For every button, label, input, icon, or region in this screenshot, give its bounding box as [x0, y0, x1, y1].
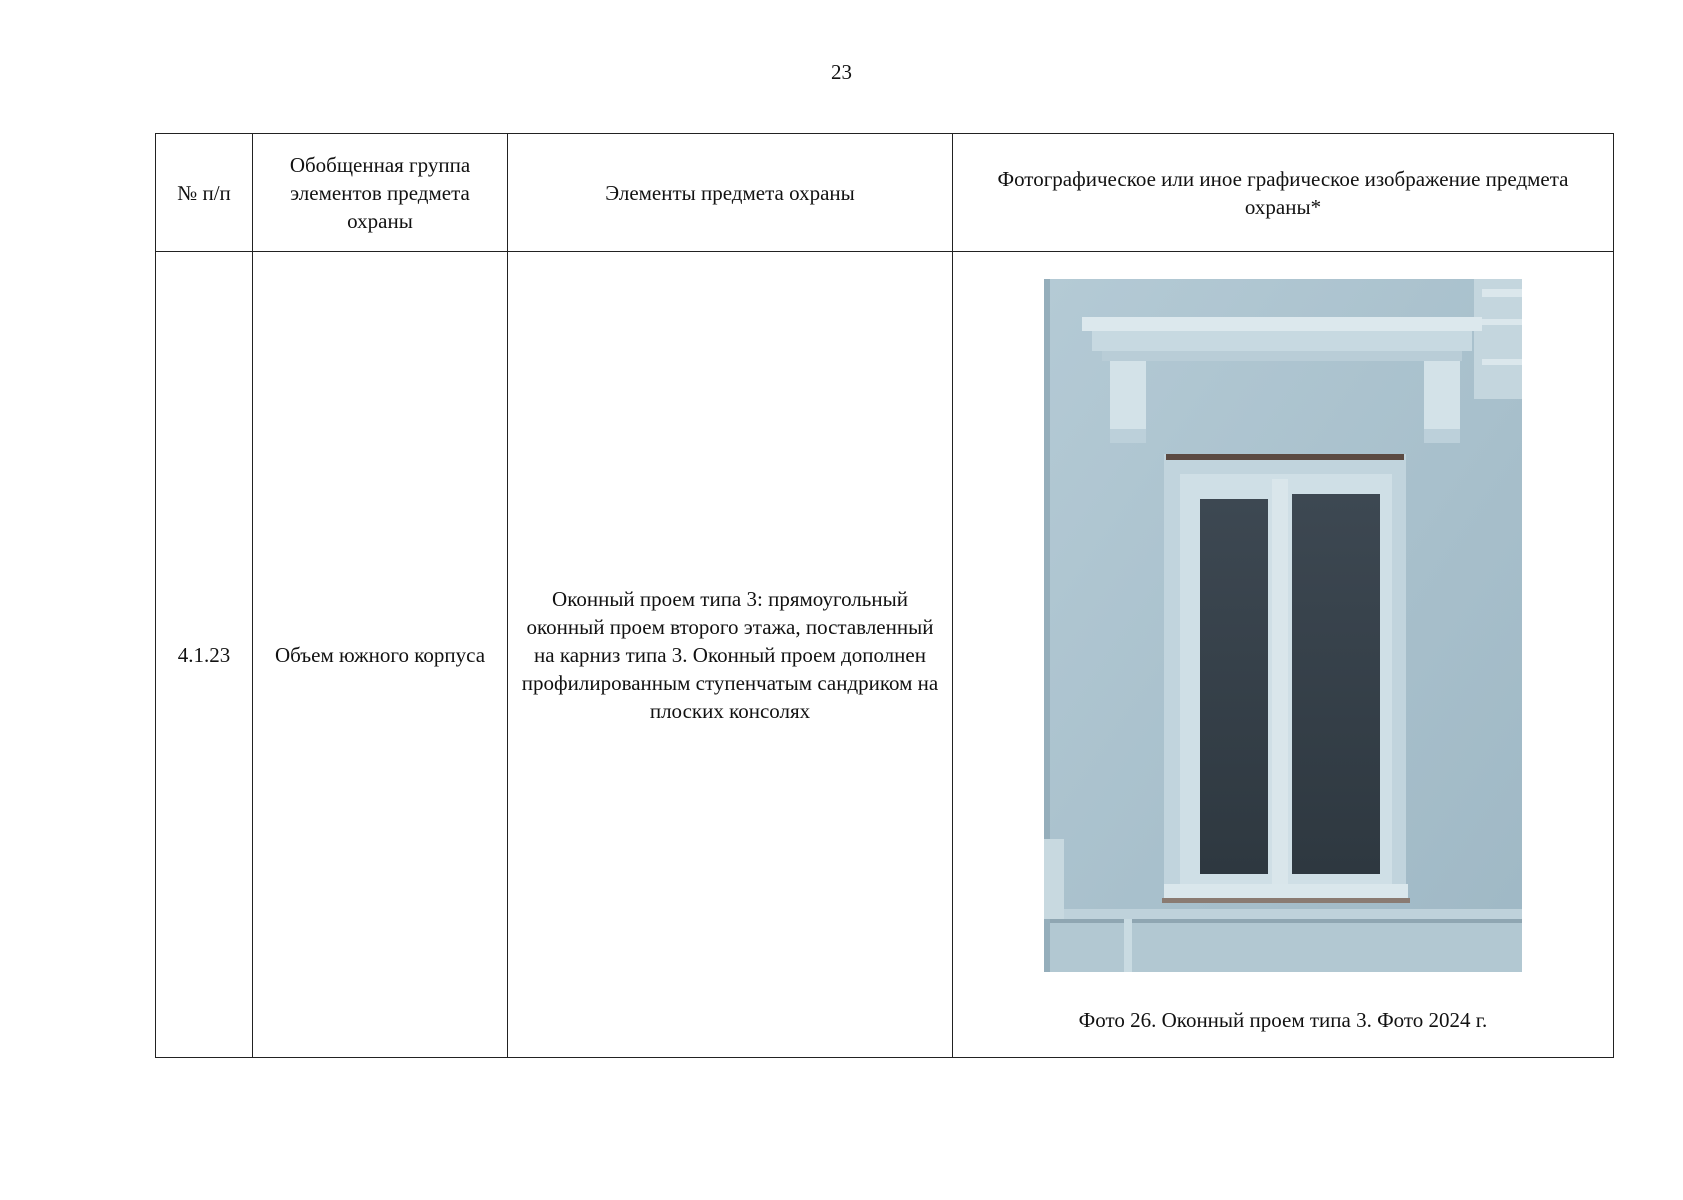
row-group: Объем южного корпуса: [253, 252, 508, 1058]
page-number: 23: [831, 60, 852, 84]
protection-table: [155, 133, 1614, 1058]
row-num: 4.1.23: [156, 252, 253, 1058]
row-elements: Оконный проем типа 3: прямоугольный оконный проем второго этажа, поставленный на карниз типа 3. Оконный проем дополнен профилированным ступенчатым сандриком на плоских консолях: [508, 252, 953, 1058]
window-photo: [1044, 279, 1522, 972]
header-num: № п/п: [156, 134, 253, 252]
row-photo-cell: [953, 252, 1614, 1058]
table-header-row: [156, 134, 1614, 252]
header-photo: Фотографическое или иное графическое изображение предмета охраны*: [953, 134, 1614, 252]
header-elements: Элементы предмета охраны: [508, 134, 953, 252]
window-photo-image: [1044, 279, 1522, 972]
table-row: [156, 252, 1614, 1058]
photo-caption: Фото 26. Оконный проем типа 3. Фото 2024 г.: [1078, 1008, 1488, 1032]
header-group: Обобщенная группа элементов предмета охраны: [253, 134, 508, 252]
photo-wrap: [953, 252, 1613, 1057]
